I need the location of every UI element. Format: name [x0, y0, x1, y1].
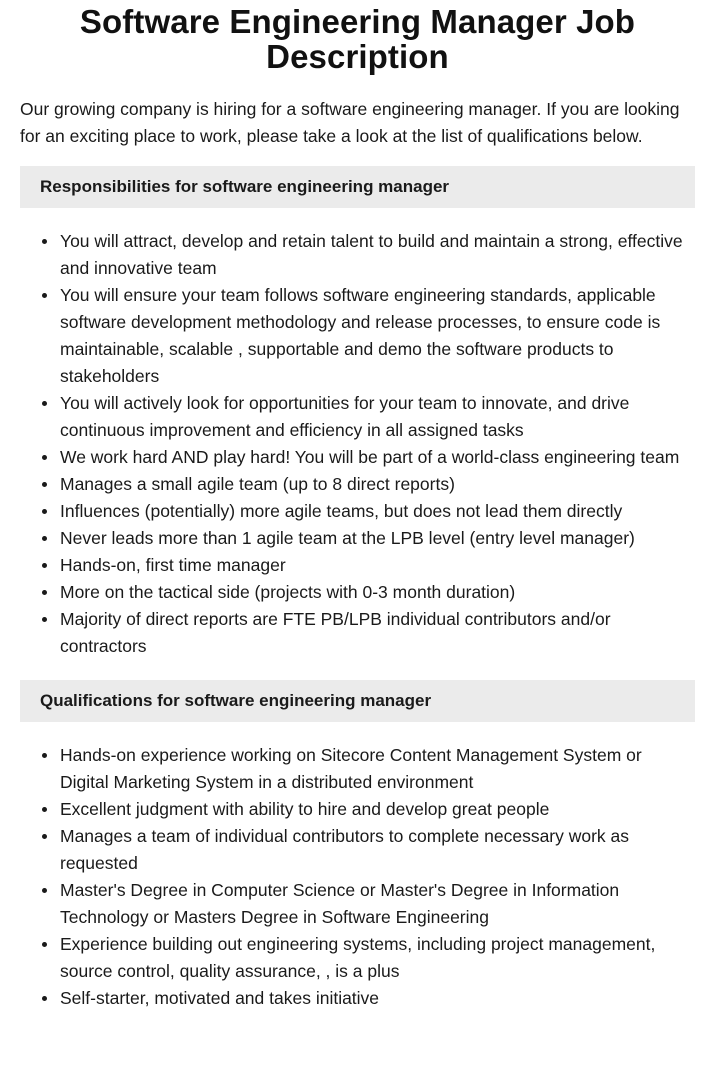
responsibility-item: You will actively look for opportunities for your team to innovate, and drive continuous improvement and efficiency in all assigned tasks: [60, 390, 695, 444]
intro-paragraph: Our growing company is hiring for a software engineering manager. If you are looking for an exciting place to work, please take a look at the list of qualifications below.: [20, 99, 680, 146]
qualification-item: Experience building out engineering systems, including project management, source control, quality assurance, , is a plus: [60, 931, 695, 985]
responsibility-item: Never leads more than 1 agile team at the LPB level (entry level manager): [60, 525, 695, 552]
responsibility-item: More on the tactical side (projects with 0-3 month duration): [60, 579, 695, 606]
qualification-item: Master's Degree in Computer Science or Master's Degree in Information Technology or Masters Degree in Software Engineering: [60, 877, 695, 931]
qualification-item: Manages a team of individual contributors to complete necessary work as requested: [60, 823, 695, 877]
qualification-item: Self-starter, motivated and takes initiative: [60, 985, 695, 1012]
responsibility-item: You will ensure your team follows software engineering standards, applicable software development methodology and release processes, to ensure code is maintainable, scalable , supportable and demo the software products to stakeholders: [60, 282, 695, 390]
qualifications-heading: Qualifications for software engineering manager: [20, 680, 695, 722]
responsibilities-list: [20, 228, 695, 660]
qualification-item: Excellent judgment with ability to hire and develop great people: [60, 796, 695, 823]
responsibility-item: Majority of direct reports are FTE PB/LPB individual contributors and/or contractors: [60, 606, 695, 660]
qualifications-list: [20, 742, 695, 1012]
responsibility-item: You will attract, develop and retain talent to build and maintain a strong, effective and innovative team: [60, 228, 695, 282]
responsibility-item: Manages a small agile team (up to 8 direct reports): [60, 471, 695, 498]
qualification-item: Hands-on experience working on Sitecore Content Management System or Digital Marketing System in a distributed environment: [60, 742, 695, 796]
responsibilities-heading: Responsibilities for software engineering manager: [20, 166, 695, 208]
page-title: Software Engineering Manager Job Description: [79, 3, 636, 75]
responsibility-item: We work hard AND play hard! You will be part of a world-class engineering team: [60, 444, 695, 471]
responsibility-item: Influences (potentially) more agile teams, but does not lead them directly: [60, 498, 695, 525]
responsibility-item: Hands-on, first time manager: [60, 552, 695, 579]
